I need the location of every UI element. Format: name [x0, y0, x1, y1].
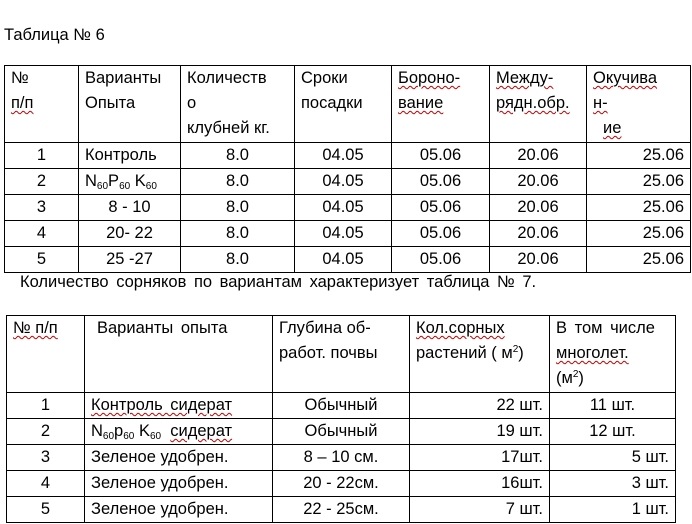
table-row	[5, 221, 691, 247]
formula-n-sub: 60	[102, 431, 115, 442]
formula-k-sub: 60	[149, 431, 162, 442]
formula-k: K	[138, 422, 150, 440]
t6-header-qty-line3: клубней кг.	[187, 119, 270, 137]
t6-cell-harrow: 05.06	[392, 247, 490, 273]
t7-header-num	[7, 316, 85, 393]
formula-k-sub: 60	[145, 181, 157, 192]
t6-cell-interrow: 20.06	[490, 169, 587, 195]
t7-header-weeds-close: )	[518, 344, 524, 362]
t6-cell-variant: 8 - 10	[79, 195, 181, 221]
table-row	[7, 497, 676, 523]
t6-cell-hilling: 25.06	[587, 143, 691, 169]
t7-cell-depth: 22 - 25см.	[273, 497, 410, 523]
t7-cell-weeds: 19 шт.	[410, 419, 550, 445]
t7-header-perennial-line1: В том числе	[556, 319, 655, 337]
t7-header-depth-line2: работ. почвы	[279, 344, 378, 362]
t6-cell-qty: 8.0	[181, 247, 295, 273]
t7-cell-variant	[85, 393, 273, 419]
t7-cell-depth: Обычный	[273, 419, 410, 445]
t7-cell-variant	[85, 419, 273, 445]
t6-header-hilling-line1: Окучива	[593, 69, 658, 87]
formula-p-sub: 60	[123, 431, 135, 442]
t6-header-harrow-line1: Бороно-	[398, 69, 461, 87]
t6-header-qty	[181, 66, 295, 143]
t6-cell-variant: 25 -27	[79, 247, 181, 273]
t7-header-depth	[273, 316, 410, 393]
t7-cell-variant-text: Контроль сидерат	[91, 396, 233, 414]
t7-header-weeds-line1: Кол.сорных	[416, 319, 505, 337]
t6-cell-num: 5	[5, 247, 79, 273]
t7-cell-weeds: 22 шт.	[410, 393, 550, 419]
t6-cell-hilling: 25.06	[587, 221, 691, 247]
table-7	[6, 315, 676, 523]
formula-p: P	[108, 172, 120, 190]
t7-header-weeds-text: растений ( м	[416, 344, 513, 362]
t7-header-weeds-sup: 2	[512, 344, 519, 355]
table-row	[5, 169, 691, 195]
t7-header-perennial-close: )	[578, 369, 584, 387]
t7-cell-perennial: 12 шт.	[550, 419, 676, 445]
t6-cell-interrow: 20.06	[490, 221, 587, 247]
t6-cell-plant: 04.05	[295, 221, 392, 247]
table-7-intro-sentence: Количество сорняков по вариантам характеризует таблица № 7.	[20, 273, 537, 291]
formula-n: N	[85, 172, 97, 190]
table-6-caption: Таблица № 6	[4, 26, 105, 44]
t6-header-interrow-line2: рядн.обр.	[496, 94, 570, 112]
t6-cell-num: 3	[5, 195, 79, 221]
t6-header-interrow	[490, 66, 587, 143]
t7-header-variants-text: Варианты опыта	[97, 319, 228, 337]
t7-cell-weeds: 16шт.	[410, 471, 550, 497]
t6-cell-variant	[79, 169, 181, 195]
t6-cell-harrow: 05.06	[392, 195, 490, 221]
t6-cell-qty: 8.0	[181, 143, 295, 169]
formula-p-sub: 60	[119, 181, 131, 192]
t6-cell-plant: 04.05	[295, 169, 392, 195]
t6-header-harrow	[392, 66, 490, 143]
table-6-header-row	[5, 66, 691, 143]
t7-cell-num: 4	[7, 471, 85, 497]
t6-header-variants-line2: Опыта	[85, 94, 136, 112]
t6-cell-harrow: 05.06	[392, 221, 490, 247]
t7-cell-perennial: 3 шт.	[550, 471, 676, 497]
table-row	[7, 419, 676, 445]
t7-header-variants	[85, 316, 273, 393]
t7-cell-num: 2	[7, 419, 85, 445]
t7-cell-perennial: 11 шт.	[550, 393, 676, 419]
t6-cell-harrow: 05.06	[392, 169, 490, 195]
t6-cell-plant: 04.05	[295, 247, 392, 273]
t6-cell-hilling: 25.06	[587, 169, 691, 195]
table-row	[7, 393, 676, 419]
t7-cell-variant-sideral: сидерат	[170, 422, 233, 440]
t7-header-perennial-sup: 2	[572, 369, 579, 380]
t6-header-dates-line2: посадки	[301, 94, 363, 112]
t7-header-weeds	[410, 316, 550, 393]
table-7-header-row	[7, 316, 676, 393]
formula-n: N	[91, 422, 103, 440]
t6-header-hilling	[587, 66, 691, 143]
t6-cell-num: 1	[5, 143, 79, 169]
t7-cell-perennial: 5 шт.	[550, 445, 676, 471]
t7-cell-perennial: 1 шт.	[550, 497, 676, 523]
t6-cell-plant: 04.05	[295, 195, 392, 221]
t7-header-perennial-unit: (м	[556, 369, 573, 387]
formula-k: K	[134, 172, 146, 190]
table-row	[5, 247, 691, 273]
t6-cell-num: 4	[5, 221, 79, 247]
t6-header-hilling-line2: н-	[593, 94, 608, 112]
t7-cell-weeds: 17шт.	[410, 445, 550, 471]
t7-header-depth-line1: Глубина об-	[279, 319, 371, 337]
t6-header-interrow-line1: Между-	[496, 69, 554, 87]
formula-p: p	[114, 422, 124, 440]
t6-cell-interrow: 20.06	[490, 143, 587, 169]
t7-header-perennial	[550, 316, 676, 393]
t6-cell-variant: Контроль	[79, 143, 181, 169]
t6-cell-hilling: 25.06	[587, 195, 691, 221]
t7-cell-weeds: 7 шт.	[410, 497, 550, 523]
t7-cell-depth: 20 - 22см.	[273, 471, 410, 497]
t6-header-qty-line1: Количеств	[187, 69, 267, 87]
t6-cell-plant: 04.05	[295, 143, 392, 169]
t6-header-dates	[295, 66, 392, 143]
t7-cell-num: 3	[7, 445, 85, 471]
t6-header-num	[5, 66, 79, 143]
t6-cell-qty: 8.0	[181, 221, 295, 247]
table-6	[4, 65, 691, 273]
table-row	[7, 471, 676, 497]
t6-cell-num: 2	[5, 169, 79, 195]
t6-cell-harrow: 05.06	[392, 143, 490, 169]
t7-header-perennial-line3	[556, 366, 669, 391]
t7-header-num-text: № п/п	[13, 319, 58, 337]
t6-header-harrow-line2: вание	[398, 94, 444, 112]
table-row	[7, 445, 676, 471]
t6-cell-qty: 8.0	[181, 169, 295, 195]
t6-header-qty-line2: о	[187, 94, 197, 112]
t6-header-num-line1: №	[11, 69, 29, 87]
t7-cell-num: 5	[7, 497, 85, 523]
t6-header-num-line2: п/п	[11, 94, 34, 112]
formula-n-sub: 60	[96, 181, 109, 192]
t7-cell-depth: Обычный	[273, 393, 410, 419]
t6-cell-variant: 20- 22	[79, 221, 181, 247]
table-row	[5, 195, 691, 221]
table-row	[5, 143, 691, 169]
t7-cell-variant: Зеленое удобрен.	[85, 497, 273, 523]
t6-header-variants-line1: Варианты	[85, 69, 162, 87]
t6-cell-interrow: 20.06	[490, 247, 587, 273]
t7-cell-num: 1	[7, 393, 85, 419]
t6-header-hilling-line3: ие	[603, 119, 622, 137]
t6-cell-qty: 8.0	[181, 195, 295, 221]
t7-header-perennial-line2: многолет.	[556, 344, 629, 362]
t6-cell-hilling: 25.06	[587, 247, 691, 273]
t7-cell-variant: Зеленое удобрен.	[85, 471, 273, 497]
t6-cell-interrow: 20.06	[490, 195, 587, 221]
t7-cell-variant: Зеленое удобрен.	[85, 445, 273, 471]
t7-header-weeds-line2	[416, 341, 543, 366]
t7-cell-depth: 8 – 10 см.	[273, 445, 410, 471]
t6-header-dates-line1: Сроки	[301, 69, 348, 87]
t6-header-variants	[79, 66, 181, 143]
